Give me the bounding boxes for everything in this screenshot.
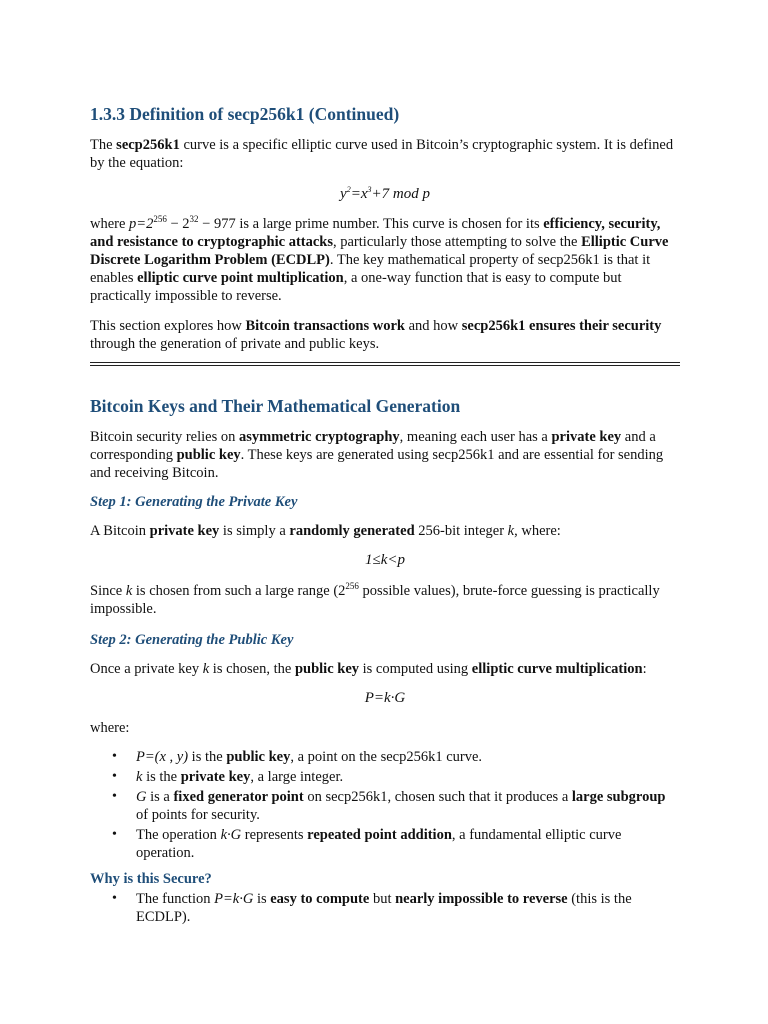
security-list [90,890,680,928]
paragraph-brute-force: Since k is chosen from such a large range ($2^{256}$ possible values), brute-force guessing is practically impossible. [90,581,660,617]
step-1-heading: Step 1: Generating the Private Key [90,494,298,510]
where-label: where: [90,720,130,736]
list-item: • The function P=k·G is easy to compute but nearly impossible to reverse (this is the ECDLP). [112,891,632,925]
list-item: • k is the private key, a large integer. [112,769,344,785]
paragraph-intro: The secp256k1 curve is a specific elliptic curve used in Bitcoin’s cryptographic system. It is defined by the equation: [90,137,674,171]
bullet-icon: • [112,789,117,804]
paragraph-public-key: Once a private key k is chosen, the public key is computed using elliptic curve multiplication: [90,661,647,677]
paragraph-section-overview: This section explores how Bitcoin transactions work and how secp256k1 ensures their security through the generation of private and public keys. [90,318,662,352]
section-heading-secp256k1: 1.3.3 Definition of secp256k1 (Continued) [90,104,400,124]
bullet-icon: • [112,891,117,906]
list-item: • The operation k·G represents repeated point addition, a fundamental elliptic curve operation. [112,827,622,861]
definition-list [90,748,680,864]
horizontal-divider [90,362,680,366]
paragraph-asymmetric-crypto: Bitcoin security relies on asymmetric cryptography, meaning each user has a private key and a corresponding public key. These keys are generated using secp256k1 and are essential for sending and receiving Bitcoin. [90,429,664,481]
section-heading-bitcoin-keys: Bitcoin Keys and Their Mathematical Generation [90,396,461,416]
list-item: • P=(x , y) is the public key, a point on the secp256k1 curve. [112,749,483,765]
bullet-icon: • [112,827,117,842]
step-2-heading: Step 2: Generating the Public Key [90,632,294,648]
bullet-icon: • [112,749,117,764]
bullet-icon: • [112,769,117,784]
equation-curve: $y^2=x^3+7$ mod p [340,185,430,202]
why-secure-heading: Why is this Secure? [90,871,212,887]
equation-key-range: 1≤k<p [364,552,405,568]
list-item: • G is a fixed generator point on secp256k1, chosen such that it produces a large subgroup of points for security. [112,789,666,823]
paragraph-prime-definition: where $p=2^{256} - 2^{32} - 977$ is a large prime number. This curve is chosen for its efficiency, security, and resistance to cryptographic attacks, particularly those attempting to solve the Elliptic Curve Discrete Logarithm Problem (ECDLP). The key mathematical property of secp256k1 is that it enables elliptic curve point multiplication, a one-way function that is easy to compute but practically impossible to reverse. [90,214,669,304]
paragraph-private-key: A Bitcoin private key is simply a randomly generated 256-bit integer k, where: [90,523,561,539]
equation-public-key: P=k·G [364,690,406,706]
